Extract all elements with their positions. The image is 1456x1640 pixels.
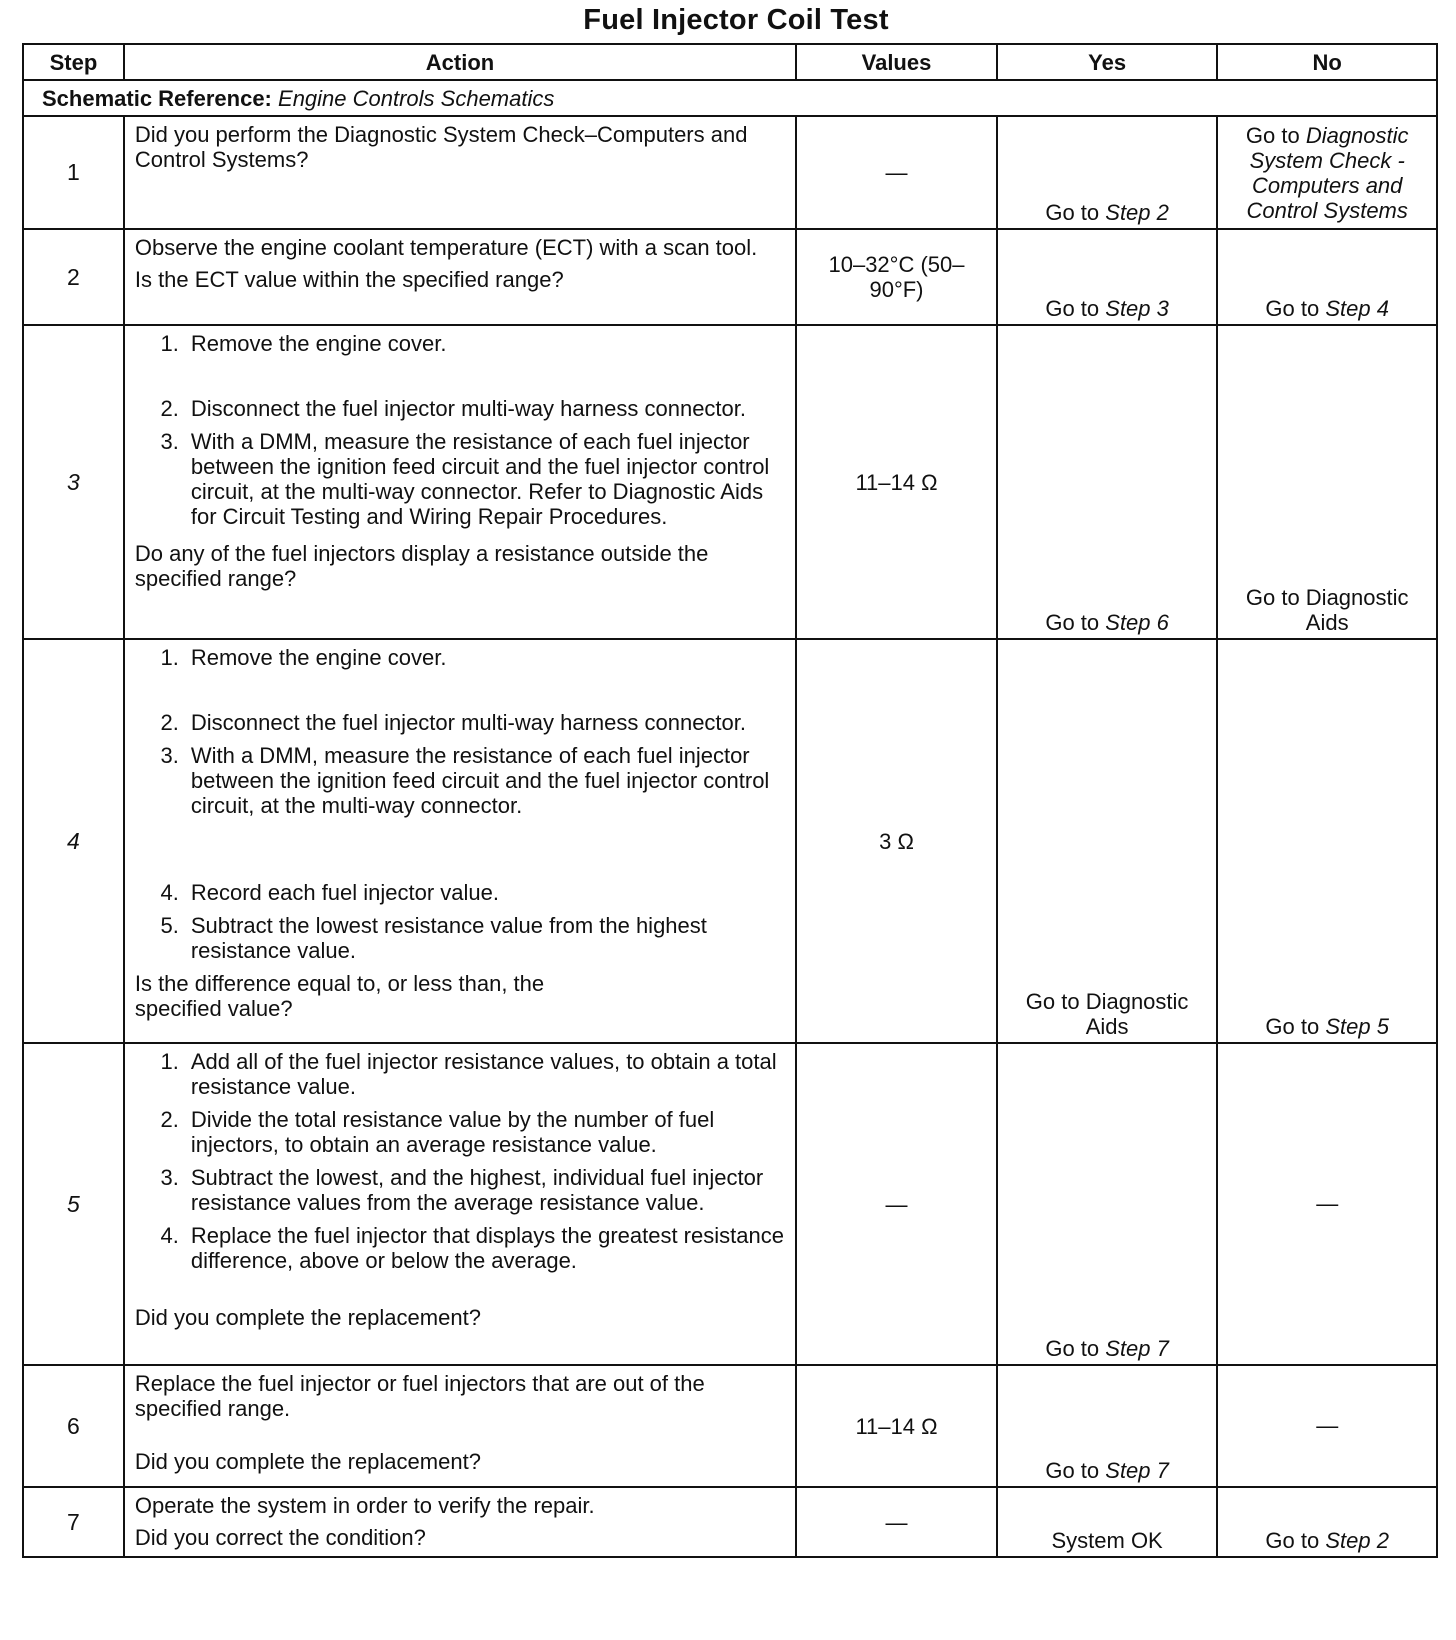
- yes-prefix: Go to: [1045, 1336, 1100, 1361]
- table-row: [23, 1487, 1437, 1557]
- action-cell: [124, 325, 796, 639]
- action-text: Operate the system in order to verify the repair.: [134, 1493, 595, 1518]
- list-item: 4. Replace the fuel injector that displays the greatest resistance difference, above or below the average.: [160, 1223, 784, 1273]
- values-cell: —: [796, 1043, 997, 1365]
- action-cell: [124, 1043, 796, 1365]
- header-action: Action: [124, 44, 796, 80]
- action-cell: [124, 229, 796, 325]
- yes-cell: [997, 1365, 1218, 1487]
- step-number: 6: [23, 1365, 124, 1487]
- yes-cell: [997, 116, 1218, 229]
- values-cell: 11–14 Ω: [796, 325, 997, 639]
- step-number: 4: [23, 639, 124, 1043]
- action-question: Is the ECT value within the specified range?: [134, 267, 564, 292]
- yes-link: Step 3: [1105, 296, 1169, 321]
- header-no: No: [1217, 44, 1437, 80]
- yes-cell: System OK: [997, 1487, 1218, 1557]
- yes-link: Step 7: [1105, 1458, 1169, 1483]
- values-cell: —: [796, 1487, 997, 1557]
- list-item: 3. Subtract the lowest, and the highest, individual fuel injector resistance values from the average resistance value.: [160, 1165, 764, 1215]
- values-cell: —: [796, 116, 997, 229]
- list-item: 5. Subtract the lowest resistance value from the highest resistance value.: [160, 913, 707, 963]
- no-cell: Go to Diagnostic Aids: [1217, 325, 1437, 639]
- header-values: Values: [796, 44, 997, 80]
- table-row: [23, 229, 1437, 325]
- action-cell: [124, 1365, 796, 1487]
- yes-prefix: Go to: [1045, 1458, 1100, 1483]
- table-row: [23, 1365, 1437, 1487]
- header-yes: Yes: [997, 44, 1218, 80]
- no-cell: [1217, 1487, 1437, 1557]
- action-steps: [135, 1049, 787, 1273]
- no-link: Step 2: [1325, 1528, 1389, 1553]
- no-cell: [1217, 116, 1437, 229]
- no-cell: —: [1217, 1365, 1437, 1487]
- action-cell: [124, 1487, 796, 1557]
- diagnostic-table: [22, 43, 1438, 1558]
- no-prefix: Go to: [1265, 1014, 1320, 1039]
- schematic-reference: [23, 80, 1437, 116]
- no-link: Step 4: [1325, 296, 1389, 321]
- table-row: [23, 1043, 1437, 1365]
- header-step: Step: [23, 44, 124, 80]
- action-cell: [124, 639, 796, 1043]
- list-item: 3. With a DMM, measure the resistance of each fuel injector between the ignition feed circuit and the fuel injector control circuit, at the multi-way connector.: [160, 743, 770, 818]
- action-text: Observe the engine coolant temperature (ECT) with a scan tool.: [134, 235, 758, 260]
- no-prefix: Go to: [1245, 123, 1300, 148]
- values-cell: 11–14 Ω: [796, 1365, 997, 1487]
- yes-link: Step 6: [1105, 610, 1169, 635]
- list-item: 2. Disconnect the fuel injector multi-way harness connector.: [160, 710, 746, 735]
- table-row: [23, 639, 1437, 1043]
- schematic-link: Engine Controls Schematics: [278, 85, 555, 111]
- step-number: 1: [23, 116, 124, 229]
- list-item: 1. Remove the engine cover.: [160, 331, 447, 356]
- table-row: [23, 325, 1437, 639]
- yes-cell: [997, 1043, 1218, 1365]
- schematic-label: Schematic Reference:: [42, 85, 272, 111]
- list-item: 2. Disconnect the fuel injector multi-way harness connector.: [160, 396, 746, 421]
- no-link: Diagnostic System Check - Computers and Control Systems: [1246, 123, 1409, 223]
- yes-link: Step 2: [1105, 200, 1169, 225]
- no-cell: [1217, 639, 1437, 1043]
- action-question: Did you correct the condition?: [134, 1525, 426, 1550]
- list-item: 4. Record each fuel injector value.: [160, 880, 500, 905]
- no-cell: [1217, 229, 1437, 325]
- action-question: Is the difference equal to, or less than, the specified value?: [134, 971, 545, 1021]
- page-title: Fuel Injector Coil Test: [583, 4, 889, 36]
- step-number: 2: [23, 229, 124, 325]
- yes-cell: Go to Diagnostic Aids: [997, 639, 1218, 1043]
- yes-cell: [997, 325, 1218, 639]
- yes-prefix: Go to: [1045, 610, 1100, 635]
- no-prefix: Go to: [1265, 296, 1320, 321]
- list-item: 1. Remove the engine cover.: [160, 645, 447, 670]
- no-cell: —: [1217, 1043, 1437, 1365]
- yes-link: Step 7: [1105, 1336, 1169, 1361]
- step-number: 3: [23, 325, 124, 639]
- header-row: [23, 44, 1437, 80]
- yes-prefix: Go to: [1045, 200, 1100, 225]
- list-item: 2. Divide the total resistance value by the number of fuel injectors, to obtain an average resistance value.: [160, 1107, 715, 1157]
- action-text: Replace the fuel injector or fuel injectors that are out of the specified range.: [134, 1371, 705, 1421]
- values-cell: 10–32°C (50–90°F): [796, 229, 997, 325]
- table-row: [23, 116, 1437, 229]
- action-steps: [135, 331, 787, 529]
- no-link: Step 5: [1325, 1014, 1389, 1039]
- values-cell: 3 Ω: [796, 639, 997, 1043]
- action-text: Did you perform the Diagnostic System Check–Computers and Control Systems?: [134, 122, 748, 172]
- yes-prefix: Go to: [1045, 296, 1100, 321]
- step-number: 5: [23, 1043, 124, 1365]
- yes-cell: [997, 229, 1218, 325]
- action-steps: [135, 645, 787, 963]
- action-question: Did you complete the replacement?: [134, 1449, 481, 1474]
- list-item: 1. Add all of the fuel injector resistance values, to obtain a total resistance value.: [160, 1049, 777, 1099]
- schematic-reference-row: [23, 80, 1437, 116]
- action-question: Did you complete the replacement?: [134, 1305, 481, 1330]
- action-question: Do any of the fuel injectors display a resistance outside the specified range?: [134, 541, 709, 591]
- step-number: 7: [23, 1487, 124, 1557]
- list-item: 3. With a DMM, measure the resistance of each fuel injector between the ignition feed circuit and the fuel injector control circuit, at the multi-way connector. Refer to Diagnostic Aids for Circuit Testing and Wiring Repair Procedures.: [160, 429, 770, 529]
- action-cell: [124, 116, 796, 229]
- no-prefix: Go to: [1265, 1528, 1320, 1553]
